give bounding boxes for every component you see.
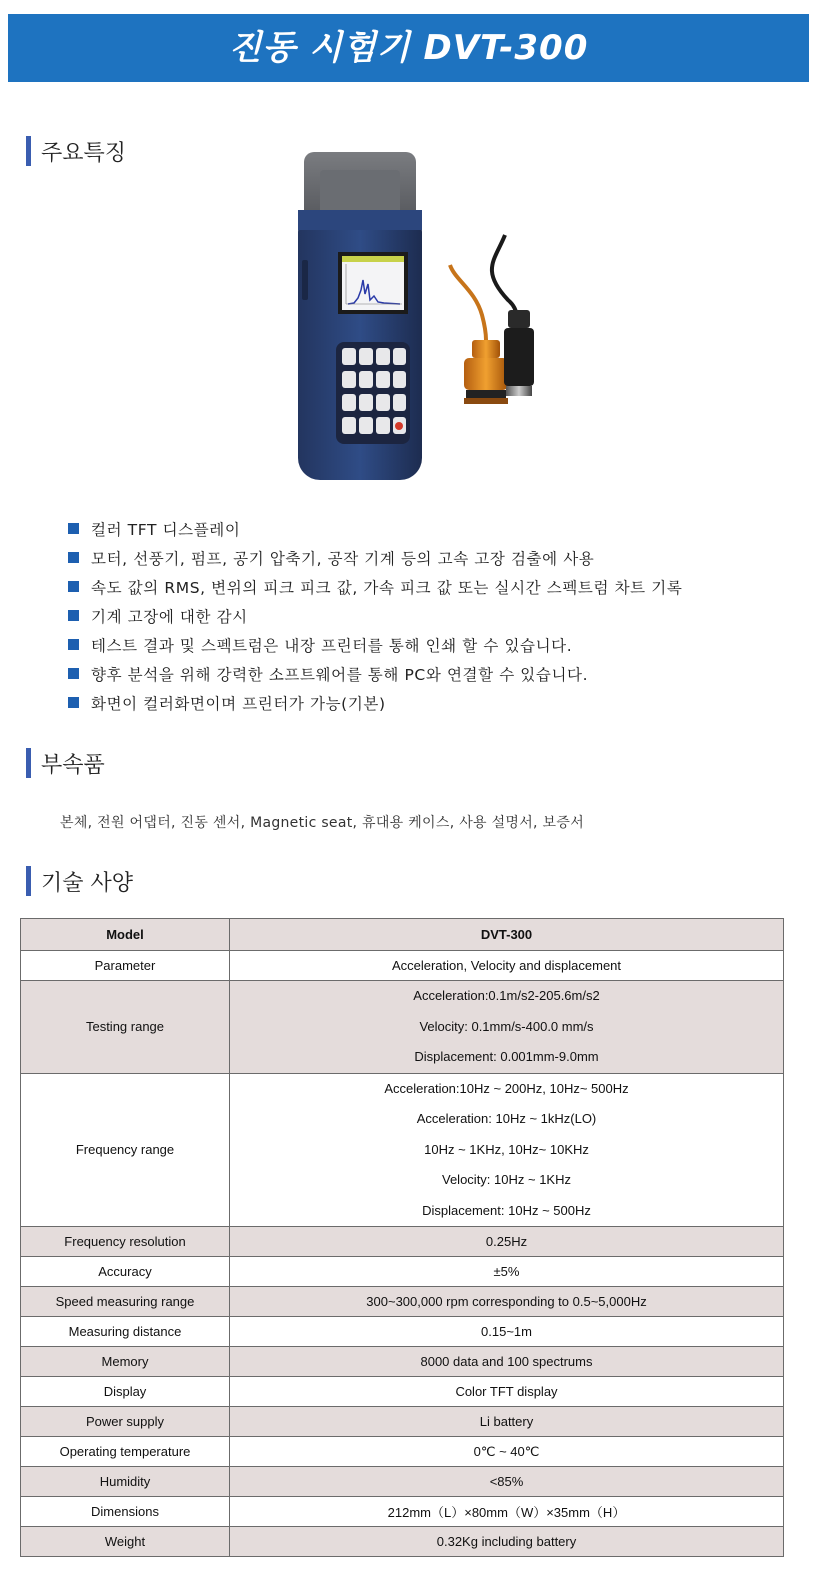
table-header-value: DVT-300: [230, 919, 784, 951]
row-value: 0.25Hz: [230, 1227, 784, 1257]
row-value: 0.32Kg including battery: [230, 1527, 784, 1557]
accessories-text: 본체, 전원 어댑터, 진동 센서, Magnetic seat, 휴대용 케이스, 사용 설명서, 보증서: [60, 815, 585, 831]
row-key: Humidity: [21, 1467, 230, 1497]
list-item: [68, 688, 682, 717]
feature-text: 향후 분석을 위해 강력한 소프트웨어를 통해 PC와 연결할 수 있습니다.: [91, 665, 589, 684]
section-heading-features: [26, 136, 126, 166]
row-value-line: Displacement: 10Hz ~ 500Hz: [422, 1202, 591, 1218]
bullet-square-icon: [68, 552, 79, 563]
feature-text: 화면이 컬러화면이며 프린터가 가능(기본): [91, 694, 386, 713]
table-row: [21, 1527, 784, 1557]
bullet-square-icon: [68, 697, 79, 708]
row-value-line: 10Hz ~ 1KHz, 10Hz~ 10KHz: [424, 1141, 589, 1157]
row-key: Operating temperature: [21, 1437, 230, 1467]
table-row: [21, 1287, 784, 1317]
heading-bar: [26, 136, 31, 166]
row-value-line: Acceleration: 10Hz ~ 1kHz(LO): [416, 1111, 597, 1126]
heading-bar: [26, 866, 31, 896]
row-key: Memory: [21, 1347, 230, 1377]
row-value-line: Acceleration:0.1m/s2-205.6m/s2: [413, 988, 600, 1003]
row-value: <85%: [230, 1467, 784, 1497]
row-key: Frequency resolution: [21, 1227, 230, 1257]
table-row: [21, 1407, 784, 1437]
spec-table: [20, 918, 784, 1557]
feature-text: 속도 값의 RMS, 변위의 피크 피크 값, 가속 피크 값 또는 실시간 스펙트럼 차트 기록: [91, 578, 683, 597]
row-key: Testing range: [21, 981, 230, 1074]
row-key: Frequency range: [21, 1073, 230, 1227]
heading-bar: [26, 748, 31, 778]
table-header-key: Model: [21, 919, 230, 951]
row-value: 0.15~1m: [230, 1317, 784, 1347]
vibration-tester-illustration: [250, 140, 540, 505]
row-value: Color TFT display: [230, 1377, 784, 1407]
table-row: [21, 1073, 784, 1227]
row-value-line: Velocity: 10Hz ~ 1KHz: [442, 1172, 571, 1187]
table-row: [21, 1377, 784, 1407]
section-heading-spec: [26, 866, 133, 896]
row-value: 212mm（L）×80mm（W）×35mm（H）: [230, 1497, 784, 1527]
heading-label: 주요특징: [41, 140, 127, 166]
section-heading-accessories: [26, 748, 105, 778]
list-item: [68, 659, 682, 688]
feature-text: 모터, 선풍기, 펌프, 공기 압축기, 공작 기계 등의 고속 고장 검출에 사용: [91, 549, 595, 568]
row-key: Accuracy: [21, 1257, 230, 1287]
table-row: [21, 981, 784, 1074]
row-value-line: Displacement: 0.001mm-9.0mm: [414, 1049, 599, 1064]
bullet-square-icon: [68, 639, 79, 650]
bullet-square-icon: [68, 523, 79, 534]
row-value: Li battery: [230, 1407, 784, 1437]
row-key: Parameter: [21, 951, 230, 981]
row-key: Power supply: [21, 1407, 230, 1437]
feature-text: 컬러 TFT 디스플레이: [91, 520, 241, 539]
list-item: [68, 543, 682, 572]
heading-label: 부속품: [41, 752, 105, 778]
row-value: [230, 981, 784, 1074]
feature-list: [68, 514, 682, 717]
table-header-row: [21, 919, 784, 951]
row-value-line: Acceleration:10Hz ~ 200Hz, 10Hz~ 500Hz: [384, 1080, 629, 1096]
table-row: [21, 1317, 784, 1347]
table-row: [21, 1227, 784, 1257]
feature-text: 테스트 결과 및 스펙트럼은 내장 프린터를 통해 인쇄 할 수 있습니다.: [91, 636, 573, 655]
page-banner: 진동 시험기 DVT-300: [8, 14, 809, 82]
table-row: [21, 951, 784, 981]
row-key: Display: [21, 1377, 230, 1407]
list-item: [68, 601, 682, 630]
row-key: Measuring distance: [21, 1317, 230, 1347]
row-value: 8000 data and 100 spectrums: [230, 1347, 784, 1377]
row-value-line: Velocity: 0.1mm/s-400.0 mm/s: [419, 1018, 594, 1034]
heading-label: 기술 사양: [41, 870, 134, 896]
bullet-square-icon: [68, 581, 79, 592]
row-key: Weight: [21, 1527, 230, 1557]
row-value: 300~300,000 rpm corresponding to 0.5~5,000Hz: [230, 1287, 784, 1317]
row-key: Speed measuring range: [21, 1287, 230, 1317]
table-row: [21, 1437, 784, 1467]
table-row: [21, 1257, 784, 1287]
row-value: ±5%: [230, 1257, 784, 1287]
table-row: [21, 1467, 784, 1497]
bullet-square-icon: [68, 668, 79, 679]
table-row: [21, 1497, 784, 1527]
list-item: [68, 572, 682, 601]
product-image: [250, 140, 540, 505]
list-item: [68, 630, 682, 659]
row-key: Dimensions: [21, 1497, 230, 1527]
bullet-square-icon: [68, 610, 79, 621]
row-value: 0℃ ~ 40℃: [230, 1437, 784, 1467]
row-value: [230, 1073, 784, 1227]
row-value: Acceleration, Velocity and displacement: [230, 951, 784, 981]
list-item: [68, 514, 682, 543]
table-row: [21, 1347, 784, 1377]
feature-text: 기계 고장에 대한 감시: [91, 607, 248, 626]
